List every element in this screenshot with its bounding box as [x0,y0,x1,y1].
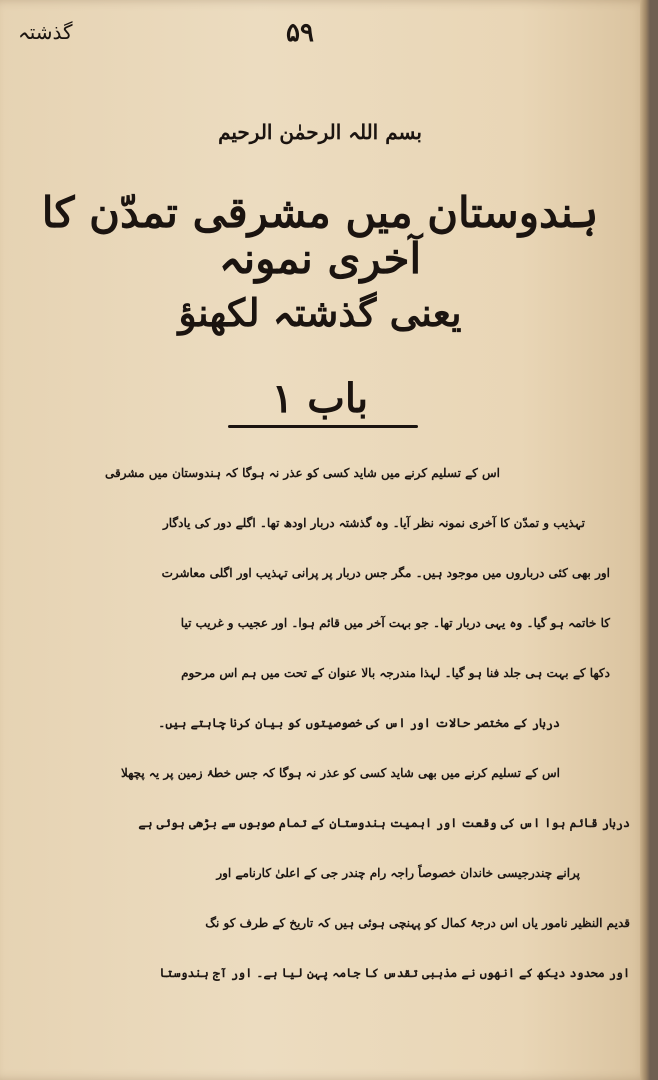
page-number: ۵۹ [286,18,314,48]
text-line: دربار کے مختصر حالات اور اس کی خصوصیتوں کو بیان کرنا چاہتے ہیں۔ [158,716,560,730]
text-line: دربار قائم ہوا اس کی وقعت اور اہمیت ہندوستان کے تمام صوبوں سے بڑھی ہوئی ہے [138,816,630,830]
text-line: دکھا کے بہت ہی جلد فنا ہو گیا۔ لہذا مندرجہ بالا عنوان کے تحت میں ہم اس مرحوم [181,666,610,680]
text-line: تہذیب و تمدّن کا آخری نمونہ نظر آیا۔ وہ گذشتہ دربار اودھ تھا۔ اگلے دور کی یادگار [162,516,585,530]
paragraph-2 [0,748,640,998]
text-line: اس کے تسلیم کرنے میں شاید کسی کو عذر نہ ہوگا کہ ہندوستان میں مشرقی [105,466,500,480]
chapter-subtitle: یعنی گذشتہ لکھنؤ [178,290,462,335]
chapter-number: باب ۱ [271,375,369,422]
text-line: کا خاتمہ ہو گیا۔ وہ یہی دربار تھا۔ جو بہت آخر میں قائم ہوا۔ اور عجیب و غریب تیا [180,616,610,630]
text-line: اور بھی کئی درباروں میں موجود ہیں۔ مگر جس دربار پر پرانی تہذیب اور اگلی معاشرت [161,566,610,580]
chapter-title: ہندوستان میں مشرقی تمدّن کا آخری نمونہ [41,188,599,284]
text-line: اس کے تسلیم کرنے میں بھی شاید کسی کو عذر نہ ہوگا کہ جس خطۂ زمین پر یہ پچھلا [120,766,560,780]
paragraph-1 [0,448,640,748]
body-text [0,448,640,998]
page-edge [640,0,650,1080]
bismillah: بسم اللہ الرحمٰن الرحیم [218,120,422,144]
text-line: اور محدود دیکھ کے انھوں نے مذہبی تقدس کا جامہ پہن لیا ہے۔ اور آج ہندوستا [159,966,630,980]
text-line: پرانے چندرجیسی خاندان خصوصاً راجہ رام چندر جی کے اعلیٰ کارنامے اور [216,866,580,880]
running-head: گذشتہ [18,20,73,44]
text-line: قدیم النظیر نامور یاں اس درجۂ کمال کو پہنچی ہوئی ہیں کہ تاریخ کے طرف کو نگ [205,916,630,930]
chapter-underline [228,425,418,428]
